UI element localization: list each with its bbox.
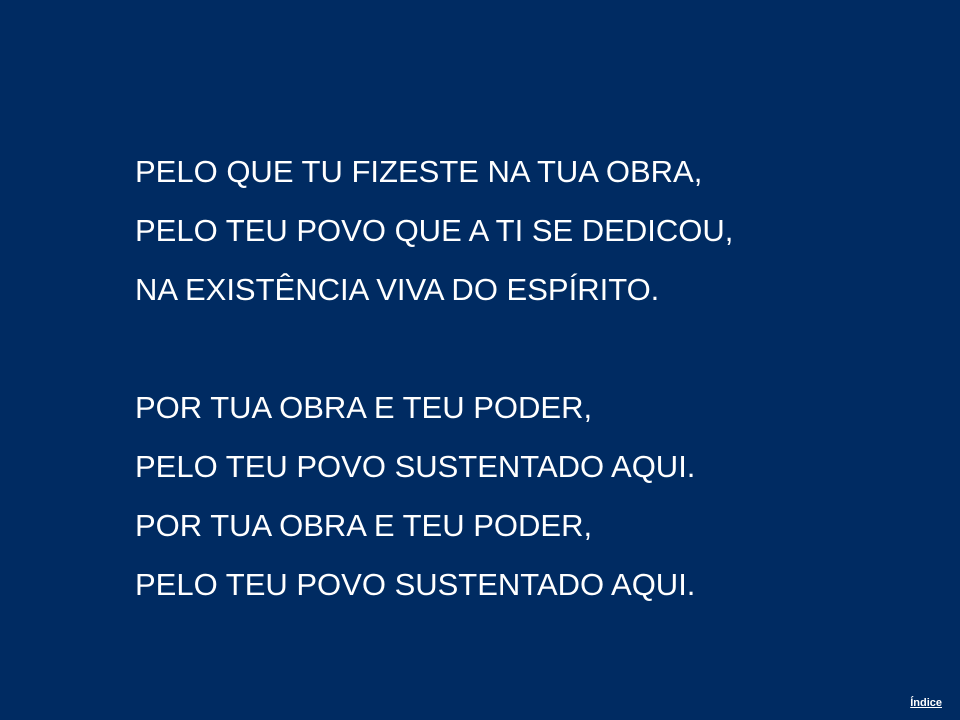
lyrics: [135, 142, 935, 614]
stanza-2: [135, 378, 935, 614]
lyric-line: PELO TEU POVO SUSTENTADO AQUI.: [135, 449, 696, 484]
lyric-line: PELO QUE TU FIZESTE NA TUA OBRA,: [135, 154, 703, 189]
lyric-line: NA EXISTÊNCIA VIVA DO ESPÍRITO.: [135, 272, 660, 307]
stanza-1: [135, 142, 935, 319]
lyric-line: PELO TEU POVO SUSTENTADO AQUI.: [135, 567, 696, 602]
index-link[interactable]: Índice: [910, 697, 942, 709]
lyric-line: POR TUA OBRA E TEU PODER,: [135, 508, 593, 543]
lyric-line: POR TUA OBRA E TEU PODER,: [135, 390, 593, 425]
lyric-line: PELO TEU POVO QUE A TI SE DEDICOU,: [135, 213, 734, 248]
